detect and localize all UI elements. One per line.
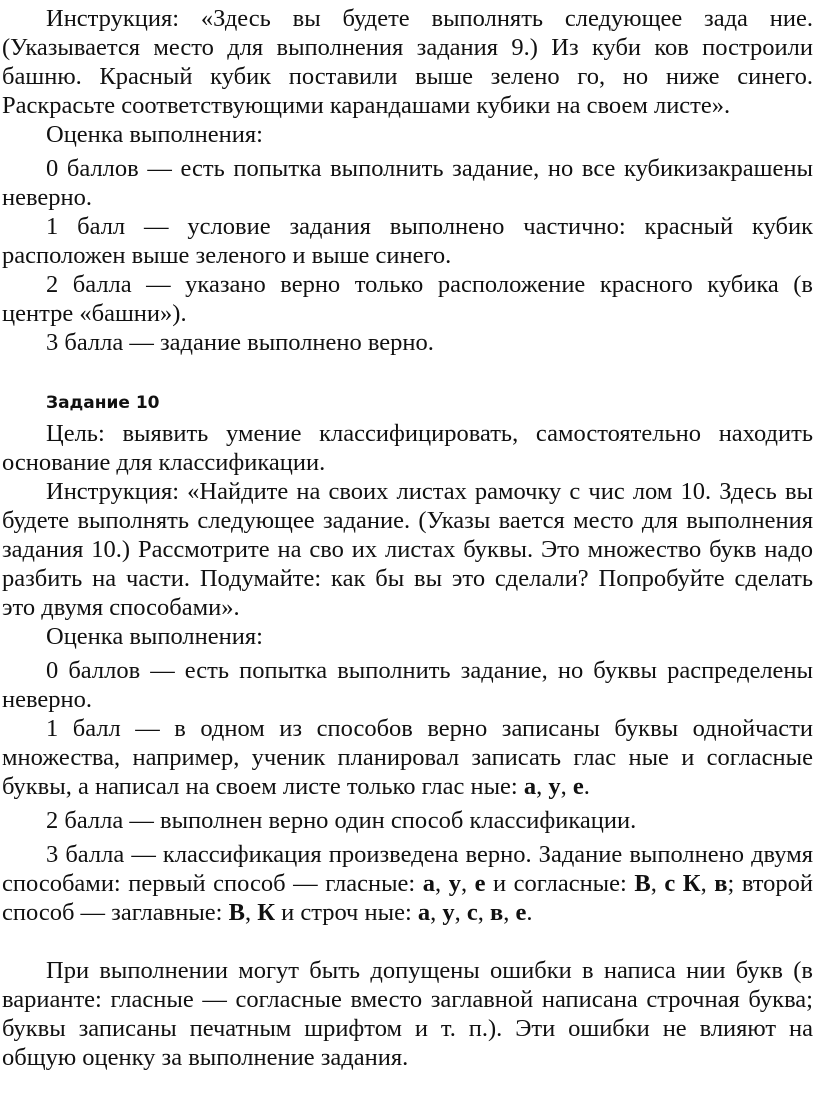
task10-score-1: 1 балл — в одном из способов верно записаны буквы однойчасти множества, например, ученик планировал записать глас ные и согласные буквы, а написал на своем листе только глас ные: а, у, е. <box>2 715 813 800</box>
task10-score-2: 2 балла — выполнен верно один способ классификации. <box>46 807 637 834</box>
task10-score-3: 3 балла — классификация произведена верно. Задание выполнено двумя способами: первый способ — гласные: а, у, е и согласные: В, с К, в; второй способ — заглавные: В, К и строч ные: а, у, с, в, е. <box>2 841 814 926</box>
task10-heading: Задание 10 <box>46 393 160 413</box>
paragraph-spacer <box>2 927 813 956</box>
task9-score-3: 3 балла — задание выполнено верно. <box>46 329 434 356</box>
task9-score-1: 1 балл — условие задания выполнено частично: красный кубик расположен выше зеленого и выше синего. <box>2 213 813 269</box>
task9-score-2: 2 балла — указано верно только расположение красного кубика (в центре «башни»). <box>2 271 813 327</box>
task10-evaluation-title: Оценка выполнения: <box>46 623 263 650</box>
task9-evaluation-title: Оценка выполнения: <box>46 121 263 148</box>
task10-instruction: Инструкция: «Найдите на своих листах рамочку с чис лом 10. Здесь вы будете выполнять следующее задание. (Указы вается место для выполнения задания 10.) Рассмотрите на сво их листах буквы. Это множество букв надо разбить на части. Подумайте: как бы вы это сделали? Попробуйте сделать это двумя способами». <box>2 478 813 621</box>
task10-note: При выполнении могут быть допущены ошибки в написа нии букв (в варианте: гласные — согласные вместо заглавной написана строчная буква; буквы записаны печатным шрифтом и т. п.). Эти ошибки не влияют на общую оценку за выполнение задания. <box>2 957 813 1071</box>
task9-score-0: 0 баллов — есть попытка выполнить задание, но все кубикизакрашены неверно. <box>2 155 813 211</box>
task10-score-0: 0 баллов — есть попытка выполнить задание, но буквы распределены неверно. <box>2 657 813 713</box>
task9-instruction: Инструкция: «Здесь вы будете выполнять следующее зада ние. (Указывается место для выполнения задания 9.) Из куби ков построили башню. Красный кубик поставили выше зелено го, но ниже синего. Раскрасьте соответствующими карандашами кубики на своем листе». <box>2 5 813 119</box>
task10-goal: Цель: выявить умение классифицировать, самостоятельно находить основание для классификации. <box>2 420 813 476</box>
